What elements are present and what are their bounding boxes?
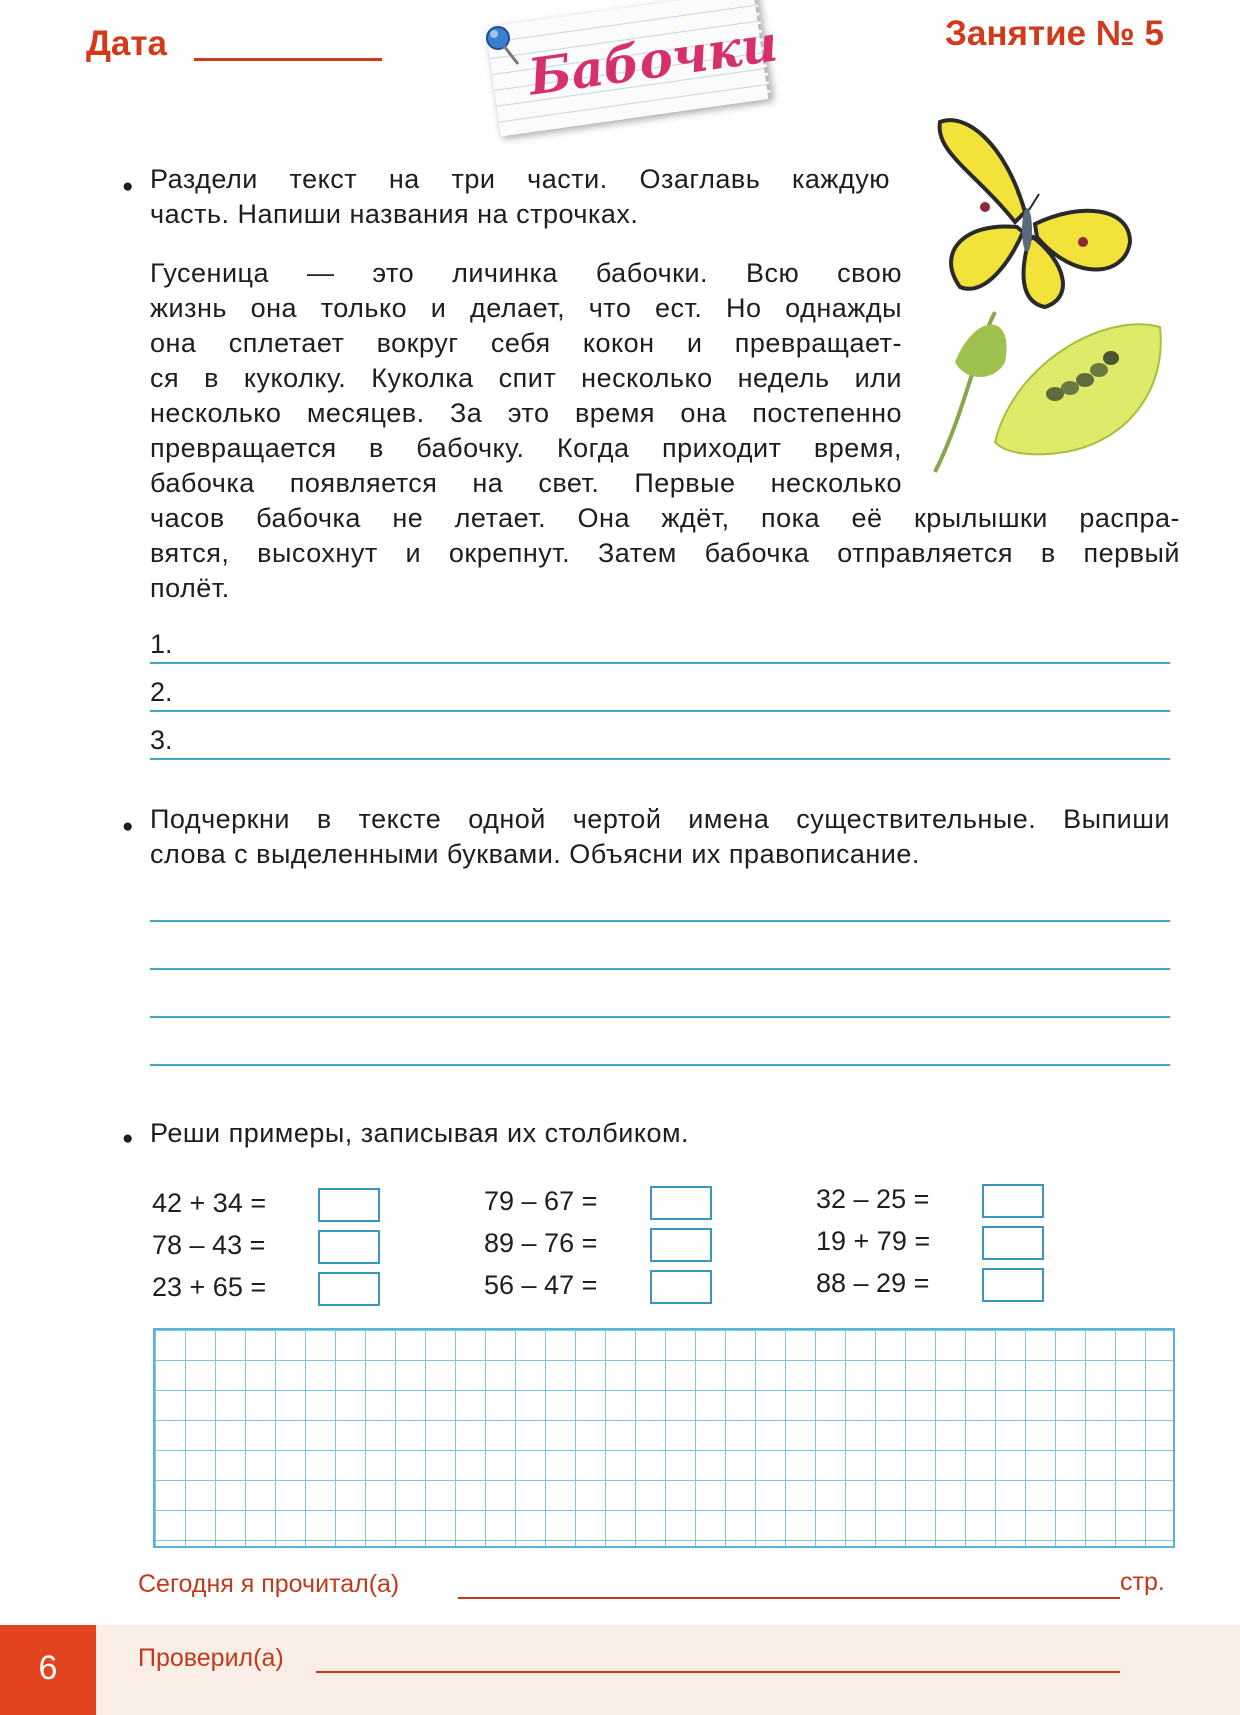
story-line: жизнь она только и делает, что ест. Но однажды [150, 293, 902, 323]
pages-label: стр. [1120, 1568, 1165, 1596]
story-line: полёт. [150, 573, 230, 603]
task3-instruction: Реши примеры, записывая их столбиком. [150, 1118, 690, 1148]
answer-number: 3. [150, 725, 173, 755]
answer-line-3[interactable] [150, 716, 1170, 760]
writing-line[interactable] [150, 968, 1170, 970]
story-line: бабочка появляется на свет. Первые несколько [150, 468, 902, 498]
math-example: 56 – 47 = [484, 1270, 598, 1300]
answer-number: 2. [150, 677, 173, 707]
math-example: 32 – 25 = [816, 1184, 930, 1214]
story-line: часов бабочка не летает. Она ждёт, пока её крылышки распра- [150, 503, 1180, 533]
math-example: 88 – 29 = [816, 1268, 930, 1298]
answer-line-1[interactable] [150, 620, 1170, 664]
story-text [150, 256, 1180, 606]
answer-box[interactable] [650, 1228, 712, 1262]
answer-line-2[interactable] [150, 668, 1170, 712]
math-example: 79 – 67 = [484, 1186, 598, 1216]
task1-instruction-line2: часть. Напиши названия на строчках. [150, 199, 639, 229]
writing-line[interactable] [150, 758, 1170, 760]
story-line: вятся, высохнут и окрепнут. Затем бабочка отправляется в первый [150, 538, 1180, 568]
writing-line[interactable] [150, 662, 1170, 664]
read-today-line[interactable] [458, 1597, 1120, 1599]
story-line: ся в куколку. Куколка спит несколько недель или [150, 363, 902, 393]
bullet-icon: ● [122, 816, 134, 837]
writing-line[interactable] [150, 920, 1170, 922]
story-line: превращается в бабочку. Когда приходит время, [150, 433, 902, 463]
math-example: 89 – 76 = [484, 1228, 598, 1258]
page-title: Бабочки [524, 13, 782, 107]
writing-line[interactable] [150, 710, 1170, 712]
bullet-icon: ● [122, 1128, 134, 1149]
date-label: Дата [86, 24, 168, 63]
checked-by-label: Проверил(а) [138, 1644, 284, 1672]
math-example: 23 + 65 = [152, 1272, 267, 1302]
answer-box[interactable] [982, 1184, 1044, 1218]
task1-instruction-line1: Раздели текст на три части. Озаглавь каждую [150, 164, 890, 194]
math-example: 78 – 43 = [152, 1230, 266, 1260]
story-line: Гусеница — это личинка бабочки. Всю свою [150, 258, 902, 288]
writing-line[interactable] [150, 1016, 1170, 1018]
date-line[interactable] [194, 58, 382, 61]
task2-instruction-line2: слова с выделенными буквами. Объясни их правописание. [150, 839, 920, 869]
answer-box[interactable] [650, 1186, 712, 1220]
story-line: она сплетает вокруг себя кокон и превращает- [150, 328, 902, 358]
answer-box[interactable] [318, 1272, 380, 1306]
title-note [486, 0, 782, 136]
answer-box[interactable] [982, 1268, 1044, 1302]
math-example: 19 + 79 = [816, 1226, 931, 1256]
pushpin-icon [478, 22, 524, 68]
task1-instruction [150, 162, 890, 232]
task2-instruction-line1: Подчеркни в тексте одной чертой имена существительные. Выпиши [150, 804, 1170, 834]
answer-number: 1. [150, 629, 173, 659]
task2-instruction [150, 802, 1170, 872]
answer-box[interactable] [318, 1230, 380, 1264]
squared-grid[interactable] [153, 1328, 1175, 1548]
story-line: несколько месяцев. За это время она постепенно [150, 398, 902, 428]
read-today-label: Сегодня я прочитал(а) [138, 1570, 400, 1598]
answer-box[interactable] [982, 1226, 1044, 1260]
writing-line[interactable] [150, 1064, 1170, 1066]
page-number: 6 [38, 1649, 58, 1687]
math-example: 42 + 34 = [152, 1188, 267, 1218]
bullet-icon: ● [122, 176, 134, 197]
lesson-number: Занятие № 5 [944, 14, 1164, 53]
checked-by-line[interactable] [316, 1671, 1120, 1673]
page-number-box [0, 1625, 96, 1715]
answer-box[interactable] [318, 1188, 380, 1222]
answer-box[interactable] [650, 1270, 712, 1304]
